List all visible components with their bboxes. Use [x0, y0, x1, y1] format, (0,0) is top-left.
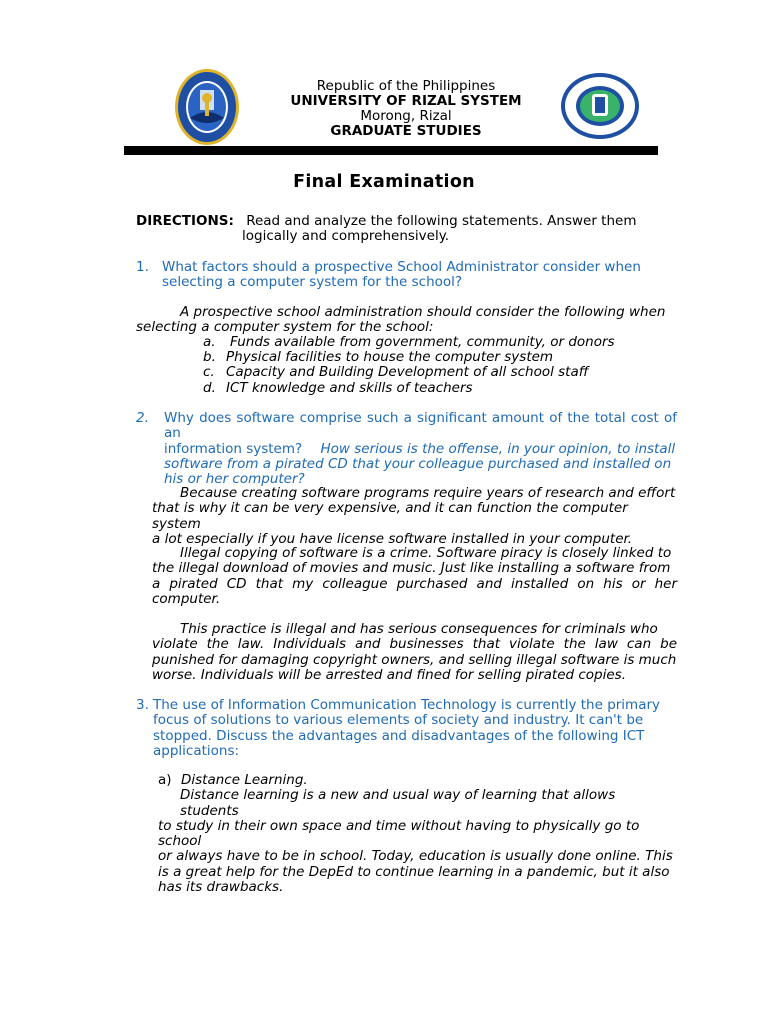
question-2-line4: his or her computer? — [164, 471, 305, 488]
answer-2-paragraph-2 — [152, 546, 677, 607]
question-2-line1: Why does software comprise such a significant amount of the total cost of an — [164, 410, 677, 442]
list-text: ICT knowledge and skills of teachers — [226, 380, 473, 396]
header-divider — [124, 146, 658, 155]
answer-line: is a great help for the DepEd to continue learning in a pandemic, but it also — [158, 863, 670, 880]
letterhead — [260, 79, 552, 139]
list-marker: d. — [203, 380, 216, 396]
question-2-line2-normal: information system? — [164, 440, 303, 457]
list-text: Capacity and Building Development of all school staff — [226, 364, 589, 380]
answer-1-intro-line1: A prospective school administration should consider the following when — [180, 304, 666, 320]
answer-line: a lot especially if you have license software installed in your computer. — [152, 530, 633, 547]
answer-line — [152, 637, 677, 652]
directions-text-line1: Read and analyze the following statements. Answer them — [246, 213, 637, 229]
graduate-school-seal-icon — [560, 72, 640, 140]
answer-line: computer. — [152, 590, 221, 607]
answer-line: to study in their own space and time without having to physically go to school — [158, 817, 640, 850]
letterhead-location: Morong, Rizal — [360, 108, 452, 124]
answer-2-paragraph-3 — [152, 622, 677, 683]
question-1-line1: What factors should a prospective School Administrator consider when — [162, 259, 641, 275]
question-2-line2 — [136, 442, 677, 457]
answer-1-intro-line2: selecting a computer system for the school: — [136, 319, 434, 336]
letterhead-republic: Republic of the Philippines — [316, 78, 496, 94]
answer-line: Because creating software programs require years of research and effort — [180, 485, 676, 501]
question-2-line2-italic: How serious is the offense, in your opinion, to install — [320, 440, 676, 457]
list-marker: a. — [203, 334, 216, 350]
answer-line: has its drawbacks. — [158, 879, 284, 896]
question-3-line1: The use of Information Communication Technology is currently the primary — [153, 697, 661, 713]
question-3-sub-a — [158, 773, 677, 895]
directions-text-line2: logically and comprehensively. — [242, 228, 450, 245]
question-2-line3: software from a pirated CD that your colleague purchased and installed on — [164, 455, 672, 472]
sub-a-marker: a) — [158, 772, 172, 788]
question-1-answer-intro — [136, 305, 677, 336]
answer-line-text: a pirated CD that my colleague purchased and installed on his or her — [152, 575, 677, 592]
question-3-number: 3. — [136, 697, 149, 713]
directions-label: DIRECTIONS: — [136, 213, 234, 229]
question-1-line2: selecting a computer system for the school? — [162, 274, 463, 291]
answer-2-paragraph-1 — [152, 486, 677, 547]
list-item — [203, 381, 473, 396]
page-title: Final Examination — [293, 172, 475, 192]
question-1-number: 1. — [136, 259, 149, 275]
list-text: Physical facilities to house the computer system — [226, 349, 554, 365]
list-marker: b. — [203, 349, 216, 365]
answer-line: This practice is illegal and has serious consequences for criminals who — [180, 621, 658, 637]
question-3-line3: stopped. Discuss the advantages and disadvantages of the following ICT — [153, 727, 645, 744]
letterhead-university: UNIVERSITY OF RIZAL SYSTEM — [290, 93, 522, 109]
sub-a-title: Distance Learning. — [181, 772, 308, 788]
list-item — [203, 350, 553, 365]
question-3 — [136, 698, 677, 759]
answer-line: or always have to be in school. Today, education is usually done online. This — [158, 848, 673, 865]
answer-line: punished for damaging copyright owners, and selling illegal software is much — [152, 651, 677, 668]
letterhead-department: GRADUATE STUDIES — [330, 123, 482, 139]
list-marker: c. — [203, 364, 215, 380]
answer-line: that is why it can be very expensive, and it can function the computer system — [152, 500, 628, 532]
answer-line-text: violate the law. Individuals and businesses that violate the law can be — [152, 636, 677, 653]
question-2 — [136, 411, 677, 487]
directions — [136, 214, 677, 245]
question-3-line4: applications: — [153, 742, 240, 759]
answer-line: worse. Individuals will be arrested and fined for selling pirated copies. — [152, 666, 626, 683]
list-item — [203, 335, 615, 350]
answer-line: Distance learning is a new and usual way of learning that allows students — [180, 787, 616, 819]
question-3-line2: focus of solutions to various elements of society and industry. It can't be — [153, 712, 644, 729]
question-2-number: 2. — [136, 410, 149, 426]
list-text: Funds available from government, community, or donors — [230, 334, 615, 350]
university-seal-icon — [174, 68, 240, 146]
list-item — [203, 365, 589, 380]
answer-line: the illegal download of movies and music. Just like installing a software from — [152, 560, 671, 577]
answer-line — [152, 577, 677, 592]
answer-line: Illegal copying of software is a crime. Software piracy is closely linked to — [180, 545, 672, 561]
question-1 — [136, 260, 677, 291]
